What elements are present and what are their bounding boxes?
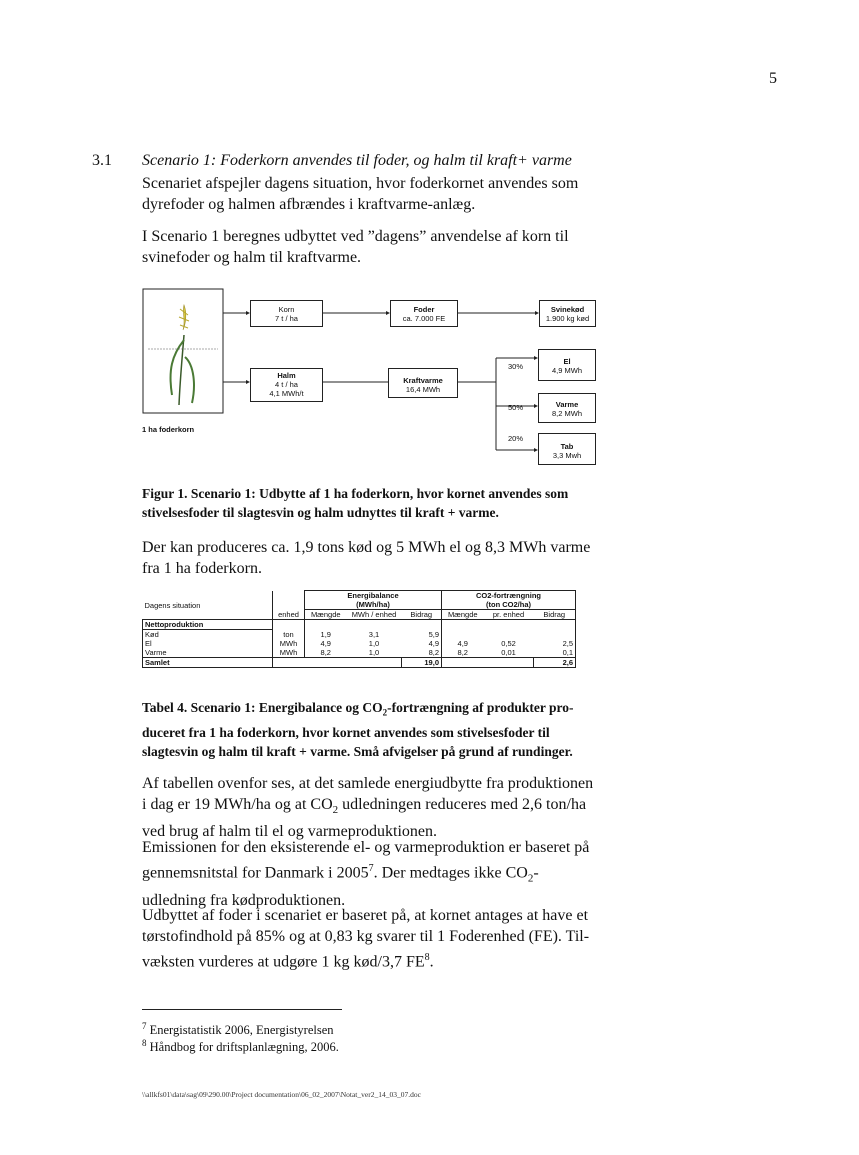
sub-header: pr. enhed	[484, 610, 534, 620]
sub-header: Bidrag	[402, 610, 442, 620]
paragraph-2: Der kan produceres ca. 1,9 tons kød og 5 MWh el og 8,3 MWh varme fra 1 ha foderkorn.	[142, 539, 591, 577]
table-row: El MWh 4,9 1,0 4,9 4,9 0,52 2,5	[143, 639, 576, 648]
foder-box: Foder ca. 7.000 FE	[390, 300, 458, 327]
svinekod-box: Svinekød 1.900 kg kød	[539, 300, 596, 327]
sub-header: Mængde	[442, 610, 484, 620]
flow-diagram	[142, 285, 602, 470]
paragraph-4: Emissionen for den eksisterende el- og varmeproduktion er baseret på gennemsnitstal for Danmark i 2005$^7$. Der medtages ikke $CO_2-$ udledning fra kødproduktionen.	[142, 839, 590, 909]
figure-caption: Figur 1. Scenario 1: Udbytte af 1 ha foderkorn, hvor kornet anvendes som stivelsesfoder til slagtesvin og halm udnyttes til kraft + varme.	[142, 486, 569, 520]
section-title: Scenario 1: Foderkorn anvendes til foder, og halm til kraft+ varme	[142, 152, 572, 169]
energy-table	[142, 590, 576, 668]
sub-header: Mængde	[305, 610, 347, 620]
footnote-separator	[142, 1009, 342, 1010]
plant-label: 1 ha foderkorn	[142, 425, 195, 434]
el-box: El 4,9 MWh	[538, 349, 596, 381]
varme-box: Varme 8,2 MWh	[538, 393, 596, 423]
co2-group-title: CO2-fortrængning	[442, 591, 576, 601]
section-label: Nettoproduktion	[143, 620, 273, 630]
energy-group-unit: (MWh/ha)	[305, 600, 442, 610]
sub-header: Bidrag	[534, 610, 576, 620]
tab-percent: 20%	[508, 434, 524, 443]
file-path: \\allkfs01\data\sag\09\290.00\Project documentation\06_02_2007\Notat_ver2_14_03_07.doc	[142, 1090, 421, 1099]
section-intro: Scenariet afspejler dagens situation, hvor foderkornet anvendes som dyrefoder og halmen afbrændes i kraftvarme-anlæg.	[142, 175, 579, 213]
varme-percent: 50%	[508, 403, 524, 412]
tab-box: Tab 3,3 Mwh	[538, 433, 596, 465]
diagram-connectors	[142, 285, 602, 470]
el-percent: 30%	[508, 362, 524, 371]
paragraph-3: Af tabellen ovenfor ses, at det samlede energiudbytte fra produktionen i dag er 19 MWh/ha og at $CO_2$ udledningen reduceres med 2,6 ton/ha ved brug af halm til el og varmeproduktionen.	[142, 775, 594, 841]
section-number: 3.1	[92, 152, 112, 169]
table-row: Kød ton 1,9 3,1 5,9	[143, 630, 576, 640]
korn-box: Korn 7 t / ha	[250, 300, 323, 327]
kraftvarme-box: Kraftvarme 16,4 MWh	[388, 368, 458, 398]
total-row: Samlet 19,0 2,6	[143, 658, 576, 668]
energy-group-title: Energibalance	[305, 591, 442, 601]
sub-header: MWh / enhed	[347, 610, 402, 620]
table-caption: Tabel 4. Scenario 1: Energibalance og $CO_2$-fortrængning af produkter pro- duceret fra 1 ha foderkorn, hvor kornet anvendes som stivelsesfoder til slagtesvin og halm til kraft + varme. Små afvigelser på grund af rundinger.	[142, 700, 574, 759]
paragraph-1: I Scenario 1 beregnes udbyttet ved ”dagens” anvendelse af korn til svinefoder og halm til kraftvarme.	[142, 228, 569, 266]
halm-box: Halm 4 t / ha 4,1 MWh/t	[250, 368, 323, 402]
table-row: Varme MWh 8,2 1,0 8,2 8,2 0,01 0,1	[143, 648, 576, 658]
unit-header: enhed	[273, 610, 305, 620]
footnote-8: $^8$ Håndbog for driftsplanlægning, 2006.	[142, 1038, 339, 1055]
page-number: 5	[769, 70, 777, 87]
footnote-7: $^7$ Energistatistik 2006, Energistyrelsen	[142, 1021, 334, 1038]
paragraph-5: Udbyttet af foder i scenariet er baseret på, at kornet antages at have et tørstofindhold på 85% og at 0,83 kg svarer til 1 Foderenhed (FE). Til- væksten vurderes at udgøre 1 kg kød/3,7 $FE^8$.	[142, 907, 590, 971]
co2-group-unit: (ton CO2/ha)	[442, 600, 576, 610]
row-header: Dagens situation	[144, 600, 201, 610]
